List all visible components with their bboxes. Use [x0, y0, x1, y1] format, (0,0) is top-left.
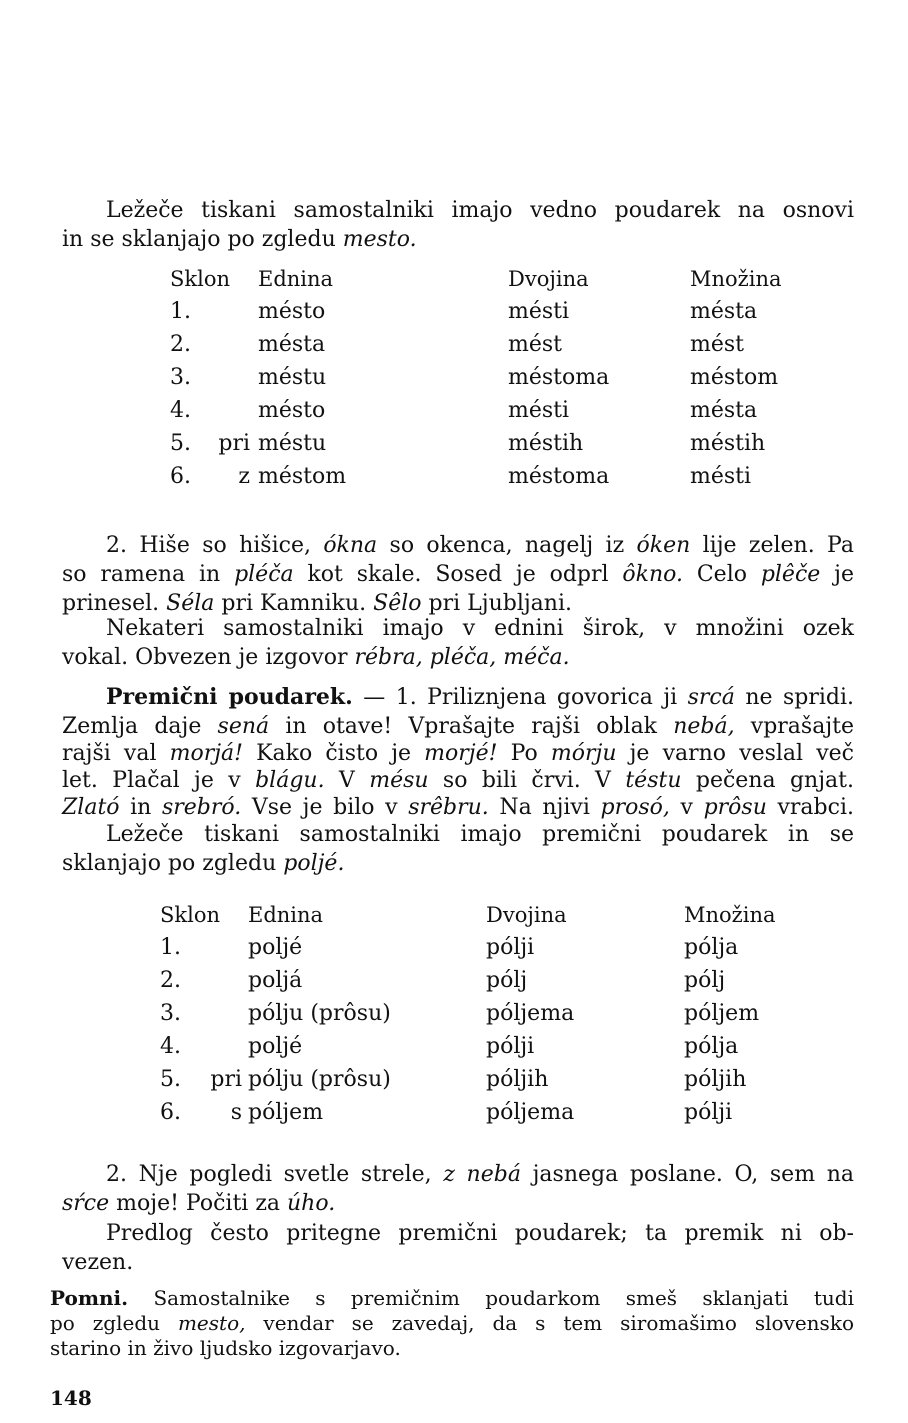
- text-line: vezen.: [62, 1250, 134, 1275]
- text-line: sŕce moje! Počiti za úho.: [62, 1191, 336, 1216]
- text-line: let. Plačal je v blágu. V mésu so bili črvi. V téstu pečena gnjat.: [62, 768, 854, 793]
- header-mnozina: Množina: [690, 266, 782, 291]
- text-line: Nekateri samostalniki imajo v ednini širok, v množini ozek: [106, 616, 854, 641]
- table-row: 2. poljá pólj pólj: [160, 968, 726, 993]
- text-line: Ležeče tiskani samostalniki imajo premični poudarek in se: [106, 822, 854, 847]
- section-heading: Premični poudarek.: [106, 684, 353, 710]
- text-line: starino in živo ljudsko izgovarjavo.: [50, 1336, 401, 1360]
- table-row: 4. poljé pólji pólja: [160, 1034, 739, 1059]
- text-line: Zemlja daje sená in otave! Vprašajte rajši oblak nebá, vprašajte: [62, 714, 855, 739]
- header-ednina: Ednina: [258, 266, 334, 291]
- text-line: 2. Nje pogledi svetle strele, z nebá jasnega poslane. O, sem na: [106, 1162, 854, 1187]
- text-line: Ležeče tiskani samostalniki imajo vedno poudarek na osnovi: [106, 198, 854, 223]
- text-line: Premični poudarek. — 1. Priliznjena govorica ji srcá ne spridi.: [106, 684, 854, 710]
- table-row: 5. pri méstu méstih méstih: [170, 431, 766, 456]
- text-line: so ramena in pléča kot skale. Sosed je odprl ôkno. Celo plêče je: [62, 562, 854, 587]
- table-row: 2. mésta mést mést: [170, 332, 745, 357]
- header-sklon: Sklon: [160, 902, 220, 927]
- table-header-row: [160, 898, 776, 931]
- table-row: 6. z méstom méstoma mésti: [170, 464, 752, 489]
- text-line: Predlog često pritegne premični poudarek; ta premik ni ob-: [106, 1221, 854, 1246]
- text-line: vokal. Obvezen je izgovor rébra, pléča, méča.: [62, 645, 570, 670]
- text-line: Zlató in srebró. Vse je bilo v srêbru. Na njivi prosó, v prôsu vrabci.: [62, 795, 854, 820]
- header-dvojina: Dvojina: [508, 266, 589, 291]
- text-line: prinesel. Séla pri Kamniku. Sêlo pri Ljubljani.: [62, 591, 572, 616]
- table-row: 1. poljé pólji pólja: [160, 935, 739, 960]
- header-ednina: Ednina: [248, 902, 324, 927]
- table-row: 6. s póljem póljema pólji: [160, 1100, 733, 1125]
- header-sklon: Sklon: [170, 266, 230, 291]
- text-line: Pomni. Samostalnike s premičnim poudarkom smeš sklanjati tudi: [50, 1286, 854, 1310]
- header-dvojina: Dvojina: [486, 902, 567, 927]
- text-line: 2. Hiše so hišice, ókna so okenca, nagelj iz óken lije zelen. Pa: [106, 533, 854, 558]
- declension-table-mesto: [170, 262, 782, 493]
- table-row: 3. méstu méstoma méstom: [170, 365, 779, 390]
- table-row: 3. pólju (prôsu) póljema póljem: [160, 1001, 760, 1026]
- text-line: po zgledu mesto, vendar se zavedaj, da s tem siromašimo slovensko: [50, 1311, 854, 1335]
- table-row: 4. mésto mésti mésta: [170, 398, 758, 423]
- note-label: Pomni.: [50, 1286, 129, 1310]
- text-line: in se sklanjajo po zgledu mesto.: [62, 227, 417, 252]
- text-line: sklanjajo po zgledu poljé.: [62, 851, 345, 876]
- table-row: 5. pri pólju (prôsu) póljih póljih: [160, 1067, 747, 1092]
- declension-table-polje: [160, 898, 776, 1129]
- text-line: rajši val morjá! Kako čisto je morjé! Po mórju je varno veslal več: [62, 741, 854, 766]
- header-mnozina: Množina: [684, 902, 776, 927]
- table-row: 1. mésto mésti mésta: [170, 299, 758, 324]
- table-header-row: [170, 262, 782, 295]
- page-number: 148: [50, 1386, 92, 1410]
